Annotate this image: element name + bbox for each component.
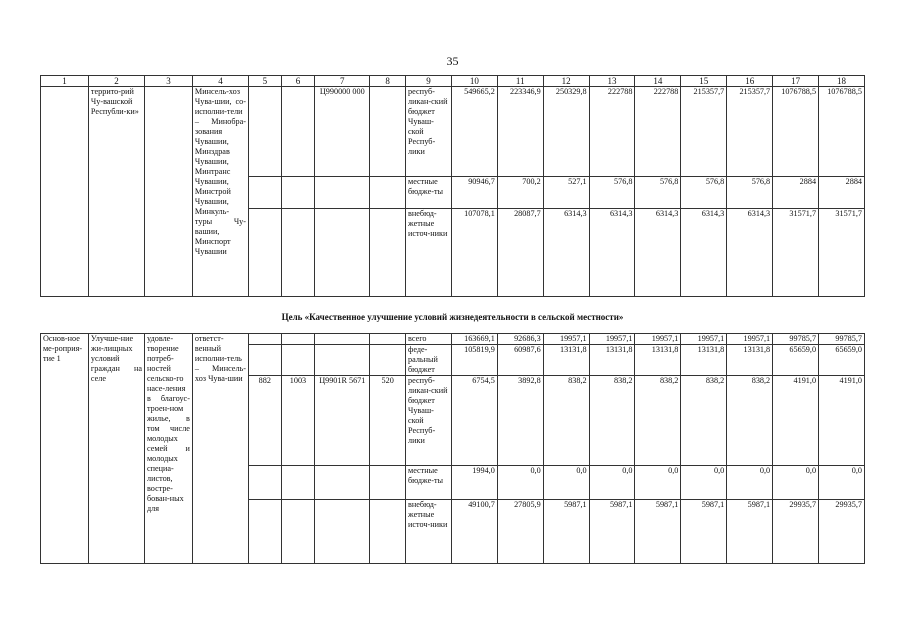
cell-value: 65659,0 [773, 345, 819, 376]
col-num: 6 [281, 76, 315, 87]
cell-empty [41, 87, 89, 297]
cell-value: 0,0 [727, 466, 773, 500]
cell-value: 700,2 [497, 177, 543, 209]
cell-activity: Основ-ное ме-роприя-тие 1 [41, 334, 89, 564]
column-number-row [41, 76, 865, 87]
cell-value: 1076788,5 [819, 87, 865, 177]
cell-value: 0,0 [497, 466, 543, 500]
cell-value: 31571,7 [819, 209, 865, 297]
cell-value: 4191,0 [819, 376, 865, 466]
cell-value: 5987,1 [681, 500, 727, 564]
cell-value: 215357,7 [681, 87, 727, 177]
col-num: 14 [635, 76, 681, 87]
cell-value: 576,8 [635, 177, 681, 209]
col-num: 15 [681, 76, 727, 87]
cell-value: 222788 [589, 87, 635, 177]
cell-value: 549665,2 [451, 87, 497, 177]
cell-empty [249, 500, 282, 564]
program-table-continued [40, 75, 865, 297]
cell-value: 19957,1 [543, 334, 589, 345]
cell-value: 5987,1 [543, 500, 589, 564]
cell-value: 6314,3 [635, 209, 681, 297]
cell-value: 838,2 [727, 376, 773, 466]
cell-source: феде-ральный бюджет [406, 345, 452, 376]
cell-value: 838,2 [635, 376, 681, 466]
cell-code: Ц990000 000 [315, 87, 370, 177]
col-num: 5 [249, 76, 282, 87]
cell-source: всего [406, 334, 452, 345]
cell-empty [281, 177, 315, 209]
cell-empty [315, 177, 370, 209]
col-num: 1 [41, 76, 89, 87]
goal-title: Цель «Качественное улучшение условий жизнедеятельности в сельской местности» [281, 312, 624, 322]
cell-value: 29935,7 [819, 500, 865, 564]
cell-source: местные бюдже-ты [406, 177, 452, 209]
cell-value: 838,2 [589, 376, 635, 466]
col-num: 3 [145, 76, 193, 87]
cell-value: 1076788,5 [773, 87, 819, 177]
col-num: 10 [451, 76, 497, 87]
cell-value: 13131,8 [543, 345, 589, 376]
cell-value: 838,2 [681, 376, 727, 466]
cell-value: 28087,7 [497, 209, 543, 297]
cell-empty [315, 466, 370, 500]
cell-value: 0,0 [589, 466, 635, 500]
cell-empty [249, 466, 282, 500]
cell-empty [315, 209, 370, 297]
cell-value: 0,0 [773, 466, 819, 500]
cell-activity-name: Улучше-ние жи-лищных условий граждан на селе [88, 334, 144, 564]
cell-value: 576,8 [589, 177, 635, 209]
cell-value: 527,1 [543, 177, 589, 209]
cell-target-code: Ц9901R 5671 [315, 376, 370, 466]
cell-value: 6314,3 [589, 209, 635, 297]
cell-value: 49100,7 [451, 500, 497, 564]
cell-value: 576,8 [727, 177, 773, 209]
col-num: 4 [192, 76, 248, 87]
cell-value: 0,0 [543, 466, 589, 500]
cell-value: 19957,1 [589, 334, 635, 345]
cell-value: 107078,1 [451, 209, 497, 297]
cell-ministry-code: 882 [249, 376, 282, 466]
cell-value: 215357,7 [727, 87, 773, 177]
cell-expense-code: 520 [370, 376, 406, 466]
cell-empty [281, 500, 315, 564]
cell-value: 31571,7 [773, 209, 819, 297]
cell-value: 0,0 [635, 466, 681, 500]
cell-value: 13131,8 [589, 345, 635, 376]
cell-value: 0,0 [819, 466, 865, 500]
cell-empty [315, 345, 370, 376]
cell-value: 3892,8 [497, 376, 543, 466]
cell-value: 1994,0 [451, 466, 497, 500]
col-num: 9 [406, 76, 452, 87]
cell-empty [370, 209, 406, 297]
cell-empty [281, 345, 315, 376]
table-row [41, 334, 865, 345]
cell-source: внебюд-жетные источ-ники [406, 500, 452, 564]
cell-value: 5987,1 [635, 500, 681, 564]
cell-empty [281, 87, 315, 177]
cell-value: 2884 [819, 177, 865, 209]
col-num: 7 [315, 76, 370, 87]
cell-value: 27805,9 [497, 500, 543, 564]
cell-empty [315, 500, 370, 564]
col-num: 12 [543, 76, 589, 87]
cell-value: 163669,1 [451, 334, 497, 345]
cell-empty [281, 466, 315, 500]
cell-empty [249, 87, 282, 177]
col-num: 18 [819, 76, 865, 87]
cell-source: респуб-ликан-ский бюджет Чуваш-ской Респуб-лики [406, 87, 452, 177]
cell-value: 576,8 [681, 177, 727, 209]
cell-executor: ответст-венный исполни-тель – Минсель-хоз Чува-шии [192, 334, 248, 564]
cell-empty [370, 500, 406, 564]
cell-empty [249, 177, 282, 209]
cell-empty [281, 209, 315, 297]
cell-value: 838,2 [543, 376, 589, 466]
cell-empty [370, 345, 406, 376]
cell-executors: Минсель-хоз Чува-шии, со-исполни-тели – Минобра-зования Чувашии, Минздрав Чувашии, Минтранс Чувашии, Минстрой Чувашии, Минкуль-туры Чу-вашии, Минспорт Чувашии [192, 87, 248, 297]
cell-value: 99785,7 [819, 334, 865, 345]
cell-empty [249, 209, 282, 297]
cell-value: 2884 [773, 177, 819, 209]
col-num: 8 [370, 76, 406, 87]
cell-value: 13131,8 [681, 345, 727, 376]
cell-territory: террито-рий Чу-вашской Республи-ки» [88, 87, 144, 297]
cell-value: 13131,8 [635, 345, 681, 376]
cell-value: 6314,3 [681, 209, 727, 297]
cell-value: 60987,6 [497, 345, 543, 376]
cell-value: 4191,0 [773, 376, 819, 466]
cell-empty [281, 334, 315, 345]
cell-value: 222788 [635, 87, 681, 177]
col-num: 17 [773, 76, 819, 87]
program-table-goal [40, 333, 865, 564]
cell-value: 250329,8 [543, 87, 589, 177]
cell-empty [145, 87, 193, 297]
cell-empty [370, 177, 406, 209]
cell-source: респуб-ликан-ский бюджет Чуваш-ской Респуб-лики [406, 376, 452, 466]
col-num: 16 [727, 76, 773, 87]
cell-value: 6754,5 [451, 376, 497, 466]
cell-value: 13131,8 [727, 345, 773, 376]
cell-value: 223346,9 [497, 87, 543, 177]
cell-value: 0,0 [681, 466, 727, 500]
cell-source: местные бюдже-ты [406, 466, 452, 500]
cell-purpose: удовле-творение потреб-ностей сельско-го насе-ления в благоус-троен-ном жилье, в том числе молодых семей и молодых специа-листов, востре-бован-ных для [145, 334, 193, 564]
cell-value: 65659,0 [819, 345, 865, 376]
table-row [41, 87, 865, 177]
cell-value: 19957,1 [727, 334, 773, 345]
cell-value: 5987,1 [589, 500, 635, 564]
cell-empty [249, 334, 282, 345]
cell-value: 19957,1 [635, 334, 681, 345]
page-number: 35 [446, 54, 459, 68]
cell-value: 5987,1 [727, 500, 773, 564]
cell-empty [315, 334, 370, 345]
cell-source: внебюд-жетные источ-ники [406, 209, 452, 297]
cell-empty [370, 87, 406, 177]
cell-value: 99785,7 [773, 334, 819, 345]
col-num: 11 [497, 76, 543, 87]
cell-section-code: 1003 [281, 376, 315, 466]
cell-value: 19957,1 [681, 334, 727, 345]
cell-value: 90946,7 [451, 177, 497, 209]
cell-empty [370, 466, 406, 500]
cell-empty [249, 345, 282, 376]
col-num: 2 [88, 76, 144, 87]
cell-value: 6314,3 [543, 209, 589, 297]
col-num: 13 [589, 76, 635, 87]
cell-empty [370, 334, 406, 345]
cell-value: 92686,3 [497, 334, 543, 345]
cell-value: 105819,9 [451, 345, 497, 376]
cell-value: 29935,7 [773, 500, 819, 564]
cell-value: 6314,3 [727, 209, 773, 297]
